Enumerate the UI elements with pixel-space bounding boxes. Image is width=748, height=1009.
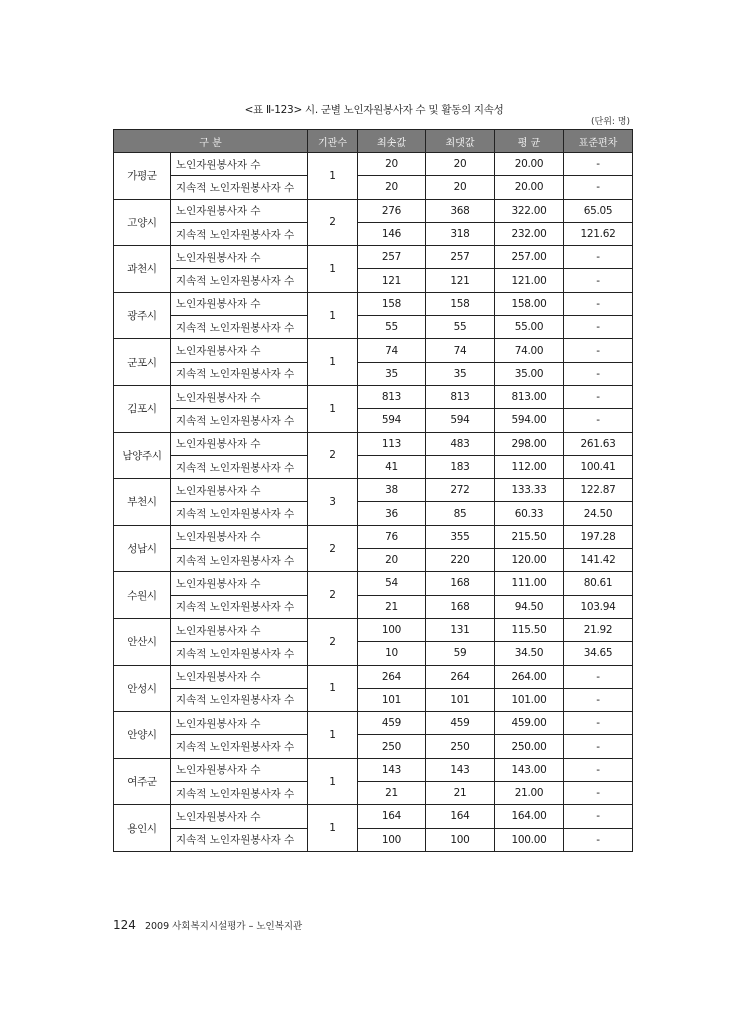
- cell-mean: 120.00: [495, 549, 564, 572]
- cell-min: 35: [358, 362, 426, 385]
- cell-mean: 74.00: [495, 339, 564, 362]
- row-label: 지속적 노인자원봉사자 수: [171, 455, 308, 478]
- cell-max: 143: [426, 758, 495, 781]
- header-row: [114, 130, 633, 153]
- cell-sd: -: [564, 758, 633, 781]
- cell-mean: 94.50: [495, 595, 564, 618]
- row-label: 지속적 노인자원봉사자 수: [171, 782, 308, 805]
- agency-count: 2: [308, 199, 358, 246]
- cell-min: 143: [358, 758, 426, 781]
- row-label: 노인자원봉사자 수: [171, 479, 308, 502]
- region-name: 안성시: [114, 665, 171, 712]
- page-number: 124: [113, 918, 136, 932]
- table-row: [114, 409, 633, 432]
- cell-max: 20: [426, 153, 495, 176]
- cell-sd: -: [564, 665, 633, 688]
- cell-mean: 594.00: [495, 409, 564, 432]
- table-row: [114, 176, 633, 199]
- cell-sd: -: [564, 385, 633, 408]
- cell-min: 164: [358, 805, 426, 828]
- cell-min: 10: [358, 642, 426, 665]
- cell-min: 41: [358, 455, 426, 478]
- table-row: [114, 525, 633, 548]
- cell-mean: 55.00: [495, 316, 564, 339]
- row-label: 지속적 노인자원봉사자 수: [171, 222, 308, 245]
- cell-sd: -: [564, 782, 633, 805]
- cell-max: 368: [426, 199, 495, 222]
- cell-max: 131: [426, 618, 495, 641]
- cell-max: 168: [426, 595, 495, 618]
- cell-mean: 35.00: [495, 362, 564, 385]
- region-name: 안양시: [114, 712, 171, 759]
- agency-count: 1: [308, 292, 358, 339]
- row-label: 지속적 노인자원봉사자 수: [171, 688, 308, 711]
- header-min: 최솟값: [358, 130, 426, 153]
- cell-sd: -: [564, 688, 633, 711]
- row-label: 지속적 노인자원봉사자 수: [171, 269, 308, 292]
- cell-mean: 21.00: [495, 782, 564, 805]
- cell-mean: 20.00: [495, 176, 564, 199]
- header-max: 최댓값: [426, 130, 495, 153]
- cell-mean: 133.33: [495, 479, 564, 502]
- agency-count: 2: [308, 432, 358, 479]
- cell-mean: 164.00: [495, 805, 564, 828]
- cell-sd: 24.50: [564, 502, 633, 525]
- table-row: [114, 642, 633, 665]
- region-name: 김포시: [114, 385, 171, 432]
- row-label: 노인자원봉사자 수: [171, 758, 308, 781]
- row-label: 지속적 노인자원봉사자 수: [171, 549, 308, 572]
- cell-min: 38: [358, 479, 426, 502]
- region-name: 광주시: [114, 292, 171, 339]
- row-label: 노인자원봉사자 수: [171, 618, 308, 641]
- cell-max: 594: [426, 409, 495, 432]
- row-label: 지속적 노인자원봉사자 수: [171, 362, 308, 385]
- cell-sd: -: [564, 828, 633, 851]
- cell-mean: 322.00: [495, 199, 564, 222]
- cell-sd: -: [564, 409, 633, 432]
- cell-min: 20: [358, 153, 426, 176]
- cell-sd: 34.65: [564, 642, 633, 665]
- cell-sd: -: [564, 362, 633, 385]
- cell-min: 55: [358, 316, 426, 339]
- header-mean: 평 균: [495, 130, 564, 153]
- table-row: [114, 688, 633, 711]
- region-name: 성남시: [114, 525, 171, 572]
- cell-min: 54: [358, 572, 426, 595]
- table-row: [114, 339, 633, 362]
- table-row: [114, 595, 633, 618]
- row-label: 지속적 노인자원봉사자 수: [171, 316, 308, 339]
- unit-label: (단위: 명): [591, 117, 630, 127]
- row-label: 노인자원봉사자 수: [171, 153, 308, 176]
- table-row: [114, 199, 633, 222]
- region-name: 남양주시: [114, 432, 171, 479]
- region-name: 가평군: [114, 153, 171, 200]
- table-row: [114, 246, 633, 269]
- cell-max: 355: [426, 525, 495, 548]
- cell-min: 21: [358, 782, 426, 805]
- table-row: [114, 758, 633, 781]
- cell-sd: -: [564, 269, 633, 292]
- cell-mean: 298.00: [495, 432, 564, 455]
- table-row: [114, 153, 633, 176]
- row-label: 노인자원봉사자 수: [171, 246, 308, 269]
- row-label: 지속적 노인자원봉사자 수: [171, 176, 308, 199]
- cell-min: 20: [358, 549, 426, 572]
- agency-count: 3: [308, 479, 358, 526]
- cell-max: 483: [426, 432, 495, 455]
- cell-sd: -: [564, 805, 633, 828]
- header-sd: 표준편차: [564, 130, 633, 153]
- agency-count: 2: [308, 572, 358, 619]
- agency-count: 2: [308, 525, 358, 572]
- row-label: 노인자원봉사자 수: [171, 805, 308, 828]
- row-label: 노인자원봉사자 수: [171, 572, 308, 595]
- cell-mean: 232.00: [495, 222, 564, 245]
- cell-max: 459: [426, 712, 495, 735]
- cell-min: 113: [358, 432, 426, 455]
- cell-min: 158: [358, 292, 426, 315]
- cell-min: 813: [358, 385, 426, 408]
- cell-sd: -: [564, 712, 633, 735]
- region-name: 안산시: [114, 618, 171, 665]
- cell-min: 264: [358, 665, 426, 688]
- cell-min: 100: [358, 618, 426, 641]
- cell-max: 164: [426, 805, 495, 828]
- region-name: 군포시: [114, 339, 171, 386]
- agency-count: 1: [308, 153, 358, 200]
- cell-sd: 80.61: [564, 572, 633, 595]
- table-row: [114, 316, 633, 339]
- region-name: 용인시: [114, 805, 171, 852]
- row-label: 노인자원봉사자 수: [171, 199, 308, 222]
- table-body: [114, 153, 633, 852]
- table-row: [114, 828, 633, 851]
- cell-max: 74: [426, 339, 495, 362]
- table-caption: <표 Ⅱ-123> 시. 군별 노인자원봉사자 수 및 활동의 지속성: [244, 104, 504, 116]
- agency-count: 1: [308, 712, 358, 759]
- cell-mean: 158.00: [495, 292, 564, 315]
- cell-max: 100: [426, 828, 495, 851]
- cell-sd: 141.42: [564, 549, 633, 572]
- row-label: 노인자원봉사자 수: [171, 385, 308, 408]
- cell-max: 158: [426, 292, 495, 315]
- table-row: [114, 618, 633, 641]
- cell-min: 21: [358, 595, 426, 618]
- table-row: [114, 782, 633, 805]
- row-label: 지속적 노인자원봉사자 수: [171, 502, 308, 525]
- cell-sd: -: [564, 735, 633, 758]
- cell-mean: 101.00: [495, 688, 564, 711]
- cell-min: 121: [358, 269, 426, 292]
- cell-sd: 65.05: [564, 199, 633, 222]
- row-label: 노인자원봉사자 수: [171, 432, 308, 455]
- cell-mean: 112.00: [495, 455, 564, 478]
- region-name: 수원시: [114, 572, 171, 619]
- cell-min: 74: [358, 339, 426, 362]
- cell-min: 101: [358, 688, 426, 711]
- cell-max: 121: [426, 269, 495, 292]
- cell-sd: 121.62: [564, 222, 633, 245]
- cell-sd: -: [564, 153, 633, 176]
- row-label: 노인자원봉사자 수: [171, 292, 308, 315]
- cell-max: 20: [426, 176, 495, 199]
- cell-max: 21: [426, 782, 495, 805]
- region-name: 부천시: [114, 479, 171, 526]
- cell-max: 220: [426, 549, 495, 572]
- cell-max: 250: [426, 735, 495, 758]
- cell-mean: 121.00: [495, 269, 564, 292]
- cell-min: 36: [358, 502, 426, 525]
- cell-mean: 20.00: [495, 153, 564, 176]
- cell-min: 76: [358, 525, 426, 548]
- row-label: 지속적 노인자원봉사자 수: [171, 735, 308, 758]
- cell-mean: 115.50: [495, 618, 564, 641]
- agency-count: 1: [308, 339, 358, 386]
- table-row: [114, 269, 633, 292]
- cell-sd: 122.87: [564, 479, 633, 502]
- table-row: [114, 712, 633, 735]
- cell-max: 272: [426, 479, 495, 502]
- cell-min: 257: [358, 246, 426, 269]
- cell-mean: 60.33: [495, 502, 564, 525]
- row-label: 지속적 노인자원봉사자 수: [171, 828, 308, 851]
- cell-max: 183: [426, 455, 495, 478]
- table-row: [114, 502, 633, 525]
- cell-mean: 813.00: [495, 385, 564, 408]
- cell-sd: 100.41: [564, 455, 633, 478]
- agency-count: 2: [308, 618, 358, 665]
- cell-max: 85: [426, 502, 495, 525]
- volunteer-stats-table: [113, 129, 633, 852]
- row-label: 지속적 노인자원봉사자 수: [171, 642, 308, 665]
- cell-mean: 257.00: [495, 246, 564, 269]
- table-row: [114, 385, 633, 408]
- cell-mean: 459.00: [495, 712, 564, 735]
- cell-max: 318: [426, 222, 495, 245]
- region-name: 여주군: [114, 758, 171, 805]
- header-category: 구 분: [114, 130, 308, 153]
- cell-sd: 197.28: [564, 525, 633, 548]
- cell-min: 459: [358, 712, 426, 735]
- region-name: 고양시: [114, 199, 171, 246]
- cell-max: 168: [426, 572, 495, 595]
- cell-max: 59: [426, 642, 495, 665]
- agency-count: 1: [308, 665, 358, 712]
- region-name: 과천시: [114, 246, 171, 293]
- table-row: [114, 455, 633, 478]
- cell-sd: -: [564, 316, 633, 339]
- cell-min: 100: [358, 828, 426, 851]
- table-row: [114, 292, 633, 315]
- agency-count: 1: [308, 758, 358, 805]
- header-agencies: 기관수: [308, 130, 358, 153]
- cell-mean: 100.00: [495, 828, 564, 851]
- agency-count: 1: [308, 246, 358, 293]
- cell-mean: 250.00: [495, 735, 564, 758]
- cell-min: 146: [358, 222, 426, 245]
- cell-sd: -: [564, 292, 633, 315]
- cell-max: 101: [426, 688, 495, 711]
- cell-max: 264: [426, 665, 495, 688]
- cell-sd: 21.92: [564, 618, 633, 641]
- agency-count: 1: [308, 805, 358, 852]
- table-row: [114, 665, 633, 688]
- cell-mean: 111.00: [495, 572, 564, 595]
- cell-sd: -: [564, 339, 633, 362]
- table-row: [114, 222, 633, 245]
- cell-max: 813: [426, 385, 495, 408]
- cell-min: 250: [358, 735, 426, 758]
- cell-min: 276: [358, 199, 426, 222]
- agency-count: 1: [308, 385, 358, 432]
- cell-mean: 34.50: [495, 642, 564, 665]
- cell-max: 257: [426, 246, 495, 269]
- cell-mean: 264.00: [495, 665, 564, 688]
- cell-max: 35: [426, 362, 495, 385]
- cell-sd: 103.94: [564, 595, 633, 618]
- cell-mean: 215.50: [495, 525, 564, 548]
- table-row: [114, 805, 633, 828]
- cell-sd: -: [564, 176, 633, 199]
- cell-mean: 143.00: [495, 758, 564, 781]
- table-row: [114, 479, 633, 502]
- table-row: [114, 735, 633, 758]
- cell-max: 55: [426, 316, 495, 339]
- table-row: [114, 362, 633, 385]
- cell-min: 20: [358, 176, 426, 199]
- row-label: 지속적 노인자원봉사자 수: [171, 595, 308, 618]
- row-label: 노인자원봉사자 수: [171, 665, 308, 688]
- table-row: [114, 572, 633, 595]
- page-footer: [113, 918, 302, 932]
- cell-sd: -: [564, 246, 633, 269]
- cell-sd: 261.63: [564, 432, 633, 455]
- row-label: 노인자원봉사자 수: [171, 525, 308, 548]
- cell-min: 594: [358, 409, 426, 432]
- footer-title: 2009 사회복지시설평가 – 노인복지관: [144, 921, 303, 932]
- table-row: [114, 549, 633, 572]
- table-row: [114, 432, 633, 455]
- row-label: 노인자원봉사자 수: [171, 712, 308, 735]
- row-label: 노인자원봉사자 수: [171, 339, 308, 362]
- row-label: 지속적 노인자원봉사자 수: [171, 409, 308, 432]
